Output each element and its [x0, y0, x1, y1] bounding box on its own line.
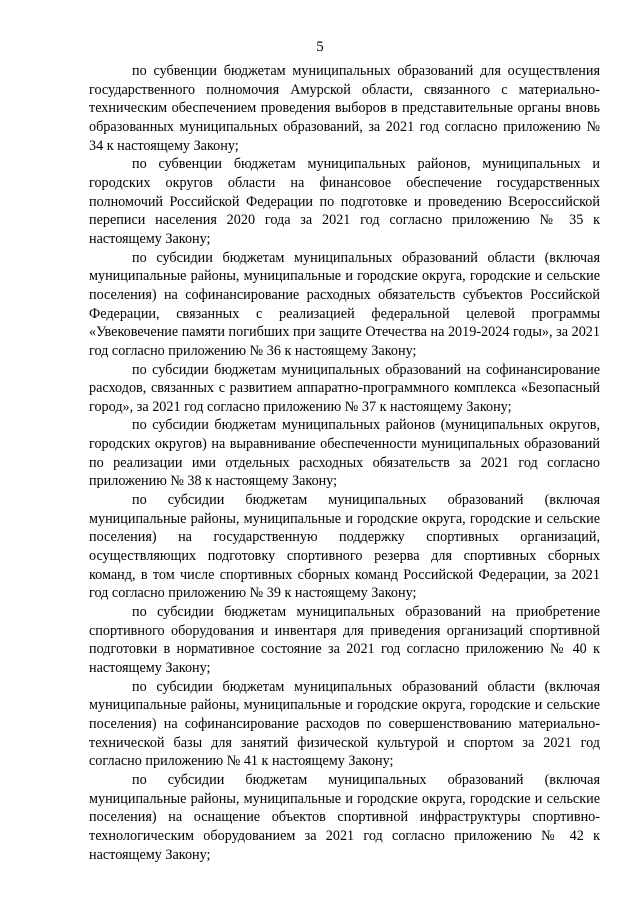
paragraph-appendix-40: по субсидии бюджетам муниципальных образований на приобретение спортивного оборудования и инвентаря для приведения организаций спортивной подготовки в нормативное состояние за 2021 год согласно приложению № 40 к настоящему Закону; [89, 604, 600, 676]
paragraph-appendix-42: по субсидии бюджетам муниципальных образований (включая муниципальные районы, муниципальные и городские округа, городские и сельские поселения) на оснащение объектов спортивной инфраструктуры спортивно-технологическим оборудованием за 2021 год согласно приложению № 42 к настоящему Закону; [89, 771, 600, 863]
paragraph-appendix-36: по субсидии бюджетам муниципальных образований области (включая муниципальные районы, муниципальные и городские округа, городские и сельские поселения) на софинансирование расходных обязательств субъектов Российской Федерации, связанных с реализацией федеральной целевой программы «Увековечение памяти погибших при защите Отечества на 2019-2024 годы», за 2021 год согласно приложению № 36 к настоящему Закону; [89, 249, 600, 359]
paragraph-appendix-41: по субсидии бюджетам муниципальных образований области (включая муниципальные районы, муниципальные и городские округа, городские и сельские поселения) на софинансирование расходов по совершенствованию материально-технической базы для занятий физической культурой и спортом за 2021 год согласно приложению № 41 к настоящему Закону; [89, 678, 600, 770]
paragraph-appendix-37: по субсидии бюджетам муниципальных образований на софинансирование расходов, связанных с развитием аппаратно-программного комплекса «Безопасный город», за 2021 год согласно приложению № 37 к настоящему Закону; [89, 361, 600, 415]
paragraph-appendix-34: по субвенции бюджетам муниципальных образований для осуществления государственного полномочия Амурской области, связанного с материально-техническим обеспечением проведения выборов в представительные органы вновь образованных муниципальных образований, за 2021 год согласно приложению № 34 к настоящему Закону; [89, 63, 600, 154]
paragraph-appendix-35: по субвенции бюджетам муниципальных районов, муниципальных и городских округов области на финансовое обеспечение государственных полномочий Российской Федерации по подготовке и проведению Всероссийской переписи населения 2020 года за 2021 год согласно приложению № 35 к настоящему Закону; [89, 156, 600, 247]
page-number: 5 [316, 39, 324, 55]
document-body [89, 62, 600, 864]
paragraph-appendix-38: по субсидии бюджетам муниципальных районов (муниципальных округов, городских округов) на выравнивание обеспеченности муниципальных образований по реализации ими отдельных расходных обязательств за 2021 год согласно приложению № 38 к настоящему Закону; [89, 417, 600, 490]
paragraph-appendix-39: по субсидии бюджетам муниципальных образований (включая муниципальные районы, муниципальные и городские округа, городские и сельские поселения) на государственную поддержку спортивных организаций, осуществляющих подготовку спортивного резерва для спортивных сборных команд, в том числе спортивных сборных команд Российской Федерации, за 2021 год согласно приложению № 39 к настоящему Закону; [89, 492, 600, 602]
